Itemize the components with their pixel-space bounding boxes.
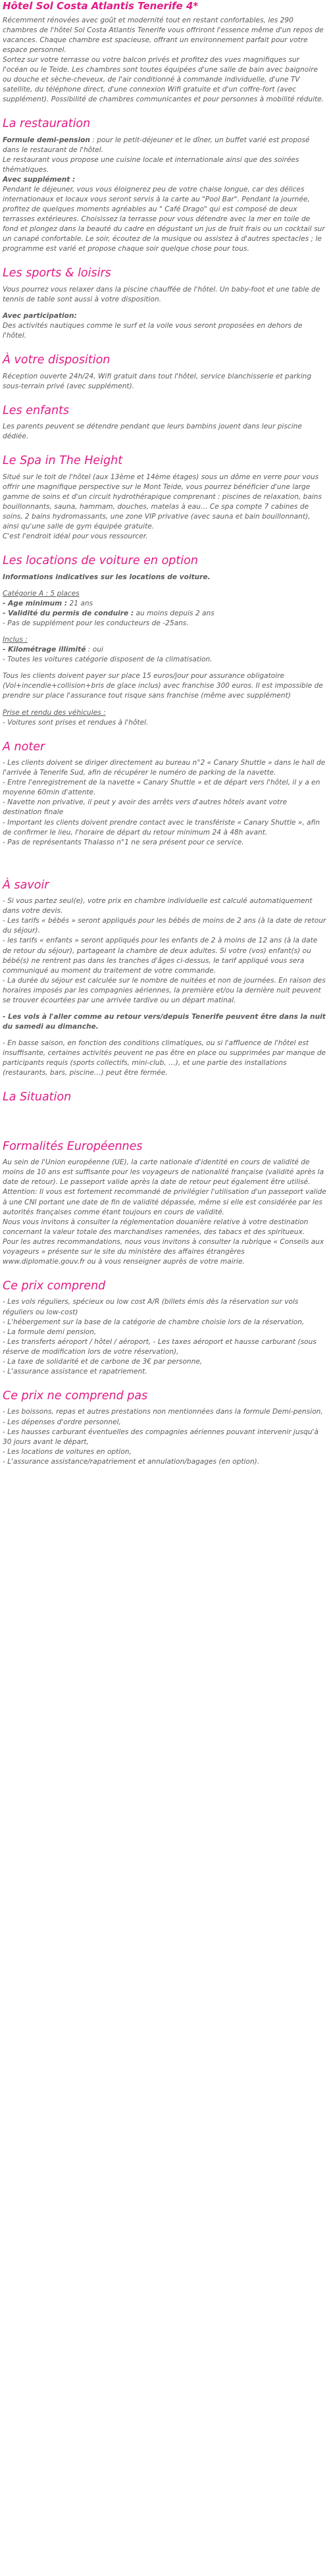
enfants-text: Les parents peuvent se détendre pendant que leurs bambins jouent dans leur piscine dédiée. [3, 423, 302, 441]
restauration-supplement-text: Pendant le déjeuner, vous vous éloignerez peu de votre chaise longue, car des délices internationaux et locaux vous seront servis à la carte au "Pool Bar". Pendant la journée, profitez de quelques moments agréables au " Café Drago" qui est composé de deux terrasses extérieures. Choisissez la terrasse pour vous détendre avec la mer en toile de fond et plongez dans la beauté du cadre en dégustant un jus de fruit frais ou un cocktail sur un canapé confortable. Le soir, écoutez de la musique ou assistez à d'autres spectacles ; le programme est varié et propose chaque soir quelque chose pour tous. [3, 185, 325, 253]
prix-ne-comprend-item: - Les boissons, repas et autres prestations non mentionnées dans la formule Demi-pension, [3, 1408, 323, 1416]
section-heading-sports: Les sports & loisirs [3, 266, 111, 280]
prix-ne-comprend-item: - Les dépenses d'ordre personnel, [3, 1418, 121, 1426]
section-heading-situation: La Situation [3, 1090, 72, 1104]
prix-comprend-item: - La formule demi pension, [3, 1327, 97, 1336]
voiture-jeunes: - Pas de supplément pour les conducteurs de -25ans. [3, 619, 189, 628]
section-heading-formalites: Formalités Européennes [3, 1139, 143, 1153]
voiture-categorie: Catégorie A : 5 places [3, 590, 80, 598]
formalites-text-4: Pour les autres recommandations, nous vous invitons à consulter la rubrique « Conseils aux voyageurs » présente sur le site du ministère des affaires étrangères www.diplomatie.gouv.fr ou à vous renseigner auprès de votre mairie. [3, 1237, 324, 1266]
formalites-text-3: Nous vous invitons à consulter la réglementation douanière relative à votre destination concernant la valeur totale des marchandises ramenées, des tabacs et des spiritueux. [3, 1218, 309, 1236]
voiture-retrait-label: Prise et rendu des véhicules : [3, 708, 106, 717]
voiture-retrait-value: - Voitures sont prises et rendues à l'hôtel. [3, 718, 149, 727]
voiture-km-value: : oui [86, 646, 103, 654]
prix-comprend-item: - La taxe de solidarité et de carbone de 3€ par personne, [3, 1357, 203, 1366]
prix-ne-comprend-item: - Les hausses carburant éventuelles des compagnies aériennes pouvant intervenir jusqu'à 30 jours avant le départ, [3, 1428, 318, 1446]
voiture-age-label: - Age minimum : [3, 600, 68, 608]
voiture-km [3, 645, 326, 655]
voiture-frais: Tous les clients doivent payer sur place 15 euros/jour pour assurance obligatoire (Vol+incendie+collision+bris de glace inclus) avec franchise 300 euros. Il est impossible de prendre sur place l'assurance tout risque sans franchise (même avec supplément) [3, 672, 323, 700]
sports-text: Vous pourrez vous relaxer dans la piscine chauffée de l'hôtel. Un baby-foot et une table de tennis de table sont aussi à votre disposition. [3, 285, 320, 303]
voiture-permis-value: au moins depuis 2 ans [134, 609, 215, 618]
prix-comprend-item: - Les transferts aéroport / hôtel / aéroport, - Les taxes aéroport et hausse carburant (sous réserve de modification lors de votre réservation), [3, 1337, 316, 1356]
demi-pension-label: Formule demi-pension [3, 136, 90, 144]
voiture-permis-label: - Validité du permis de conduire : [3, 609, 134, 618]
section-heading-disposition: À votre disposition [3, 353, 111, 367]
restauration-line: Le restaurant vous propose une cuisine locale et internationale ainsi que des soirées thématiques. [3, 155, 299, 174]
voiture-permis [3, 609, 326, 619]
voiture-inclus-label: Inclus : [3, 636, 28, 644]
noter-line: - Pas de représentants Thalasso n°1 ne sera présent pour ce service. [3, 838, 244, 846]
intro-text-2: Sortez sur votre terrasse ou votre balcon privés et profitez des vues magnifiques sur l'océan ou le Teide. Les chambres sont toutes équipées d'une salle de bain avec baignoire ou douche et sèche-cheveux, de l'air conditionné à commande individuelle, d'une TV satellite, du téléphone direct, d'une connexion Wifi gratuite et d'un coffre-fort (avec supplément). Possibilité de chambres communicantes et pour personnes à mobilité réduite. [3, 55, 324, 103]
noter-line: - Les clients doivent se diriger directement au bureau n°2 « Canary Shuttle » dans le hall de l'arrivée à Tenerife Sud, afin de récupérer le numéro de parking de la navette. [3, 759, 326, 777]
restauration-supplement-label: Avec supplément : [3, 175, 76, 184]
savoir-basse-saison: - En basse saison, en fonction des conditions climatiques, ou si l'affluence de l'hôtel est insuffisante, certaines activités peuvent ne pas être en place ou supprimées par manque de participants requis (sports collectifs, mini-club, …), et une partie des installations (restaurants, bars, piscine…) peut être fermée. [3, 1039, 326, 1077]
noter-line: - Navette non privative, il peut y avoir des arrêts vers d'autres hôtels avant votre destination finale [3, 798, 288, 817]
prix-comprend-item: - Les vols réguliers, spécieux ou low cost A/R (billets émis dès la réservation sur vols réguliers ou low-cost) [3, 1298, 299, 1316]
voiture-age [3, 599, 326, 609]
savoir-line: - La durée du séjour est calculée sur le nombre de nuitées et non de journées. En raison des horaires imposés par les compagnies aériennes, la première et/ou la dernière nuit peuvent se trouver écourtées par une arrivée tardive ou un départ matinal. [3, 976, 326, 1004]
spa-text: Situé sur le toit de l'hôtel (aux 13ème et 14ème étages) sous un dôme en verre pour vous offrir une magnifique perspective sur le Mont Teide, vous pourrez bénéficier d'une large gamme de soins et d'un circuit hydrothérapique comprenant : piscines de relaxation, bains bouillonnants, sauna, hammam, douches, matelas à eau… Ce spa compte 7 cabines de soins, 2 bains hydromassants, une zone VIP privative (avec sauna et bain bouillonnant), ainsi qu'une salle de gym équipée gratuite. [3, 473, 322, 531]
formalites-text: Au sein de l'Union européenne (UE), la carte nationale d'identité en cours de validité de moins de 10 ans est suffisante pour les voyageurs de nationalité française (validité après la date de retour). Le passeport valide après la date de retour peut également être utilisé. [3, 1158, 324, 1187]
prix-comprend-item: - L'assurance assistance et rapatriement. [3, 1367, 147, 1376]
section-heading-spa: Le Spa in The Height [3, 454, 123, 468]
formalites-text-2: Attention: Il vous est fortement recommandé de privilégier l'utilisation d'un passeport valide à une CNI portant une date de fin de validité dépassée, même si elle est considérée par les autorités françaises comme étant toujours en cours de validité. [3, 1188, 326, 1216]
sports-participation-text: Des activités nautiques comme le surf et la voile vous seront proposées en dehors de l'hôtel. [3, 321, 303, 340]
savoir-line: - Si vous partez seul(e), votre prix en chambre individuelle est calculé automatiquement dans votre devis. [3, 897, 313, 915]
voiture-age-value: 21 ans [67, 600, 93, 608]
demi-pension-text: : pour le petit-déjeuner et le dîner, un buffet varié est proposé dans le restaurant de l'hôtel. [3, 136, 310, 154]
page-title: Hôtel Sol Costa Atlantis Tenerife 4* [3, 0, 199, 12]
section-heading-savoir: À savoir [3, 878, 49, 892]
savoir-line: - Les tarifs « bébés » seront appliqués pour les bébés de moins de 2 ans (à la date de retour du séjour). [3, 917, 326, 935]
noter-line: - Important les clients doivent prendre contact avec le transfériste « Canary Shuttle », afin de confirmer le lieu, l'horaire de départ du retour minimum 24 à 48h avant. [3, 818, 320, 837]
section-heading-enfants: Les enfants [3, 403, 70, 417]
section-heading-voiture: Les locations de voiture en option [3, 554, 198, 568]
voiture-subheading: Informations indicatives sur les locations de voiture. [3, 573, 211, 582]
prix-ne-comprend-item: - Les locations de voitures en option, [3, 1447, 132, 1456]
section-heading-noter: A noter [3, 740, 45, 754]
savoir-vols-nuit: - Les vols à l'aller comme au retour vers/depuis Tenerife peuvent être dans la nuit du samedi au dimanche. [3, 1012, 326, 1031]
voiture-clim: - Toutes les voitures catégorie disposent de la climatisation. [3, 656, 213, 664]
section-heading-prix-comprend: Ce prix comprend [3, 1279, 106, 1293]
section-heading-restauration: La restauration [3, 116, 91, 130]
spa-text-2: C'est l'endroit idéal pour vous ressourcer. [3, 532, 148, 541]
prix-ne-comprend-item: - L'assurance assistance/rapatriement et annulation/bagages (en option). [3, 1457, 260, 1466]
voiture-km-label: - Kilométrage illimité [3, 646, 86, 654]
disposition-text: Réception ouverte 24h/24, Wifi gratuit dans tout l'hôtel, service blanchisserie et parking sous-terrain privé (avec supplément). [3, 372, 312, 390]
prix-comprend-item: - L'hébergement sur la base de la catégorie de chambre choisie lors de la réservation, [3, 1318, 305, 1326]
noter-line: - Entre l'enregistrement de la navette « Canary Shuttle » et de départ vers l'hôtel, il y a en moyenne 60min d'attente. [3, 779, 320, 797]
sports-participation-label: Avec participation: [3, 311, 77, 320]
restauration-demi-pension [3, 136, 326, 155]
savoir-line: - les tarifs « enfants » seront appliqués pour les enfants de 2 à moins de 12 ans (à la date de retour du séjour), partageant la chambre de deux adultes. Si votre (vos) enfant(s) ou bébé(s) ne rentrent pas dans les tranches d'âges ci-dessus, le tarif appliqué vous sera communiqué au moment du traitement de votre commande. [3, 937, 318, 975]
section-heading-prix-ne-comprend: Ce prix ne comprend pas [3, 1389, 148, 1403]
intro-text: Récemment rénovées avec goût et modernité tout en restant confortables, les 290 chambres de l'hôtel Sol Costa Atlantis Tenerife vous offriront l'essence même d'un repos de vacances. Chaque chambre est spacieuse, offrant un environnement parfait pour votre espace personnel. [3, 16, 324, 54]
